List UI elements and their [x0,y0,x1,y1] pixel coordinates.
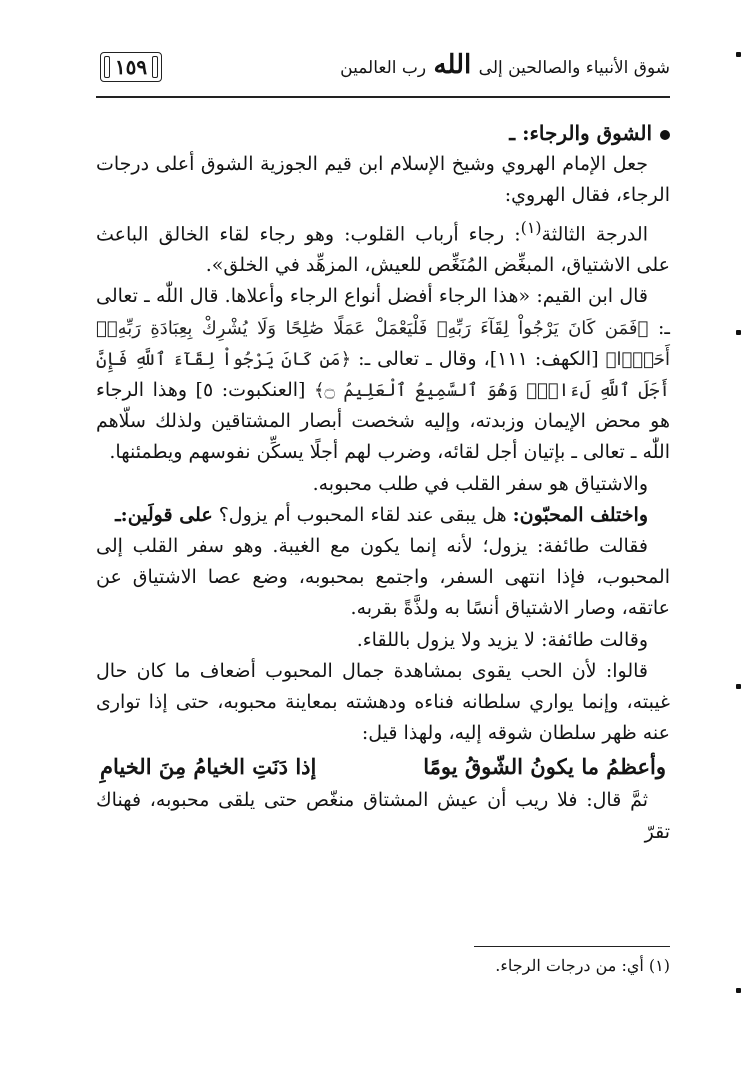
paragraph-7: وقالت طائفة: لا يزيد ولا يزول باللقاء. [356,628,648,651]
running-head-before: شوق الأنبياء والصالحين إلى [478,58,670,78]
margin-speck [736,988,741,993]
main-text [96,118,670,848]
paragraph-1: جعل الإمام الهروي وشيخ الإسلام ابن قيم الجوزية الشوق أعلى درجات الرجاء، فقال الهروي: [96,153,670,207]
paragraph-3-mid: [الكهف: ١١١]، وقال ـ تعالى ـ: [351,347,606,370]
paragraph-2 [96,212,670,282]
paragraph-6: فقالت طائفة: يزول؛ لأنه إنما يكون مع الغيبة. وهو سفر القلب إلى المحبوب، فإذا انتهى السفر، واجتمع بمحبوبه، وضع عصا الاشتياق عن عاتقه، وصار الاشتياق أنسًا به ولذَّةً بقربه. [96,534,670,620]
quran-verse-1: ﴿فَمَن كَانَ يَرْجُواْ لِقَآءَ رَبِّهِۦ فَلْيَعْمَلْ عَمَلًا صَٰلِحًا وَلَا يُشْرِكْ بِعِبَادَةِ رَبِّهِۦٓ أَحَدًۢا﴾ [96,317,671,370]
poem-verse [96,749,670,785]
running-head-after: رب العالمين [340,58,427,78]
page-number: ١٥٩ [100,52,162,82]
paragraph-4: والاشتياق هو سفر القلب في طلب محبوبه. [312,472,648,495]
paragraph-3 [96,281,670,468]
footnote-rule [474,946,670,947]
quran-verse-2: ﴿مَن كَانَ يَرْجُواْ لِقَآءَ ٱللَّهِ فَإِنَّ أَجَلَ ٱللَّهِ لَءَاتٍۚ وَهُوَ ٱلسَّمِيعُ ٱلْعَلِيمُ ۝﴾ [96,348,670,401]
margin-speck [736,684,741,689]
poem-hemistich-right: وأعظمُ ما يكونُ الشّوقُ يومًا [423,754,666,780]
paragraph-5-bold: واختلف المحبّون: [512,503,648,526]
bullet-icon [660,130,670,140]
header-rule [96,96,670,98]
paragraph-5 [96,500,670,531]
page-header [96,40,670,100]
footnote-ref: (١) [520,217,542,237]
margin-speck [736,52,741,57]
paragraph-5-end: على قولَين:ـ [115,503,213,526]
section-heading [96,118,670,149]
paragraph-8: قالوا: لأن الحب يقوى بمشاهدة جمال المحبوب أضعاف ما كان حال غيبته، وإنما يواري سلطانه فناءه ودهشته بمعاينة محبوبه، حتى إذا توارى عنه ظهر سلطان شوقه إليه، ولهذا قيل: [96,659,670,745]
running-head-title [340,50,670,80]
paragraph-2-lead: الدرجة الثالثة [541,222,648,245]
paragraph-9: ثمَّ قال: فلا ريب أن عيش المشتاق منغّص حتى يلقى محبوبه، فهناك تقرّ [96,789,670,843]
poem-hemistich-left: إذا دَنَتِ الخيامُ مِنَ الخيامِ [100,754,317,780]
paragraph-2-body: : رجاء أرباب القلوب: وهو رجاء لقاء الخالق الباعث على الاشتياق، المبغِّض المُنَغِّص للعيش، المزهِّد في الخلق». [96,222,670,277]
footnote: (١) أي: من درجات الرجاء. [495,956,670,975]
running-head-allah: الله [433,50,472,80]
paragraph-3-lead: قال ابن القيم: «هذا الرجاء أفضل أنواع الرجاء وأعلاها. قال اللّٰه ـ تعالى ـ: [96,285,670,339]
paragraph-5-mid: هل يبقى عند لقاء المحبوب أم يزول؟ [212,503,513,526]
margin-speck [736,330,741,335]
paragraph-3-end: [العنكبوت: ٥] وهذا الرجاء هو محض الإيمان وزبدته، وإليه شخصت أبصار المشتاقين ولذلك سلّاهم اللّٰه ـ تعالى ـ بإتيان أجل لقائه، وضرب لهم أجلًا يسكِّن نفوسهم ويطمئنها. [96,378,670,464]
section-heading-text: الشوق والرجاء: ـ [509,121,652,145]
